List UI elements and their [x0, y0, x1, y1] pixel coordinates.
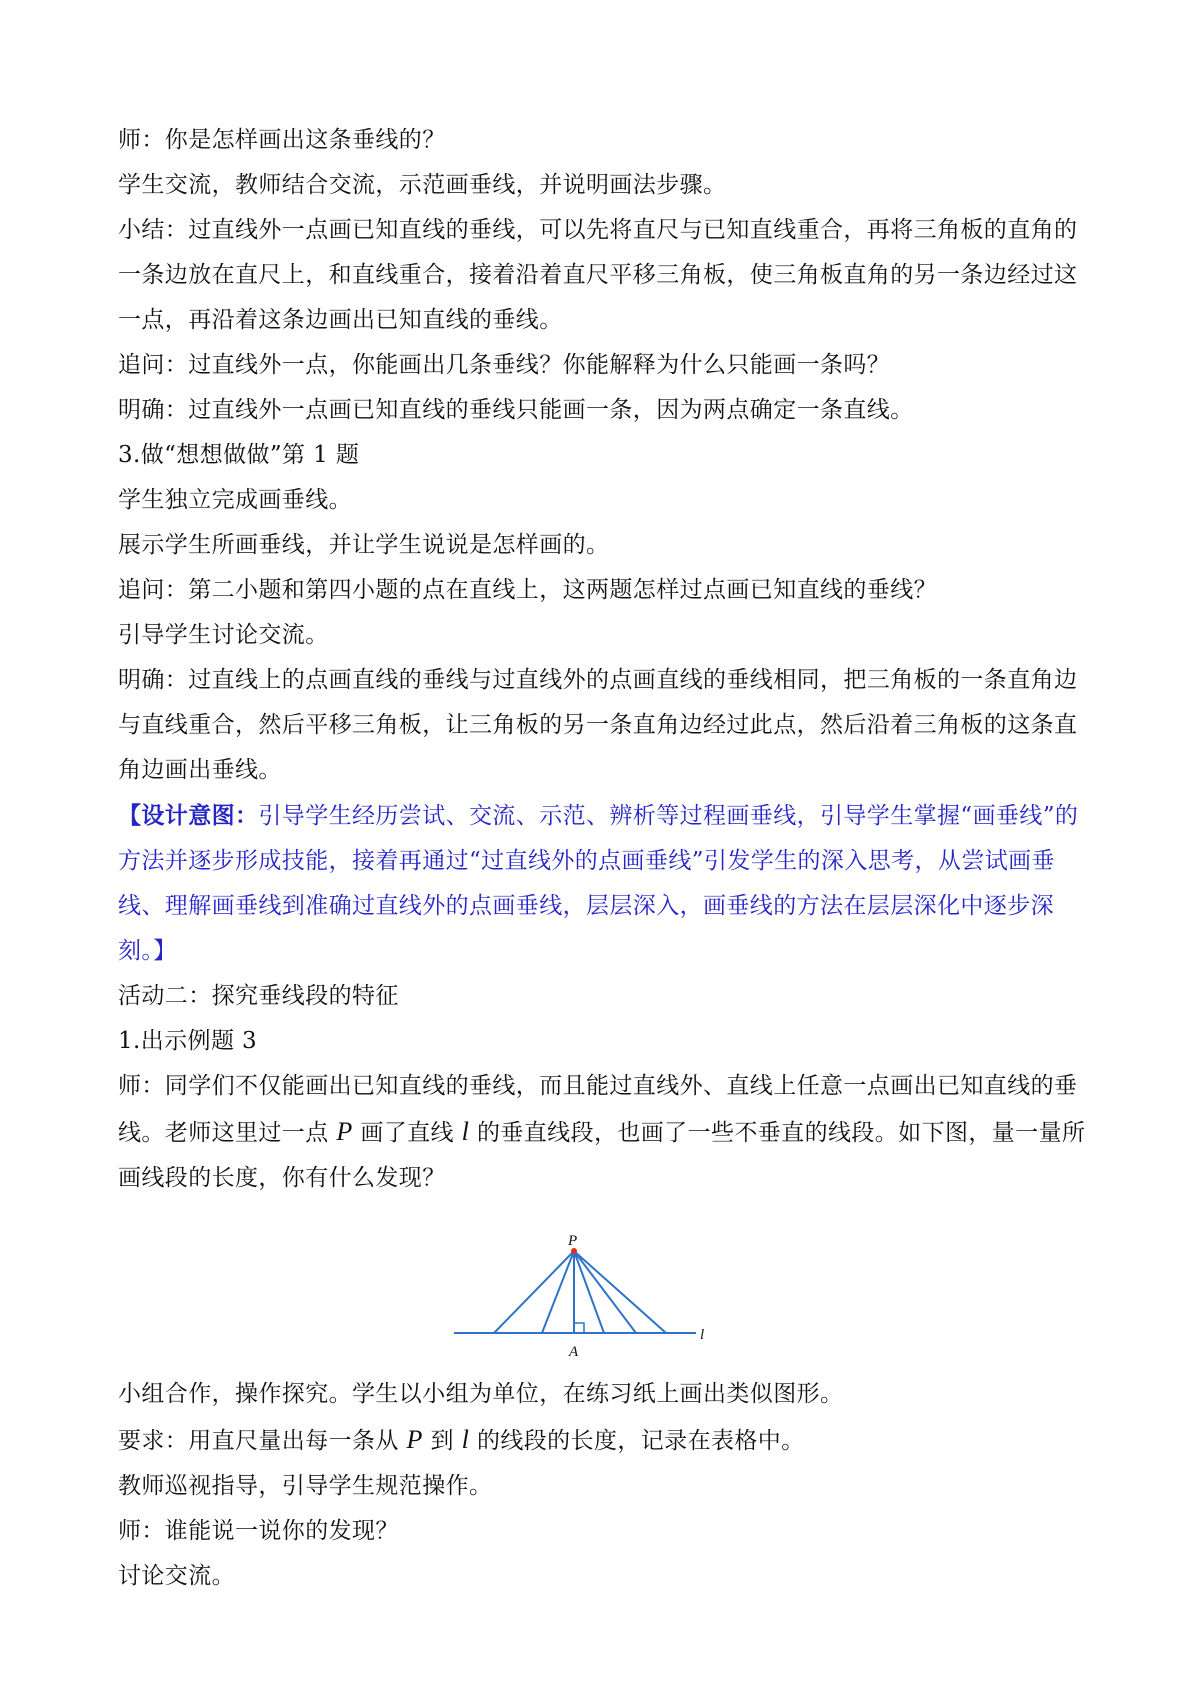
paragraph-follow-up-1: 追问：过直线外一点，你能画出几条垂线？你能解释为什么只能画一条吗？	[118, 352, 891, 378]
paragraph-group-work: 小组合作，操作探究。学生以小组为单位，在练习纸上画出类似图形。	[118, 1381, 844, 1407]
segment-p-4	[574, 1251, 636, 1333]
figure-diagram	[454, 1211, 854, 1366]
text-segment: 师：同学们不仅能画出已知直线的垂线，而且能过直线外、直线上任意一点画出已知直线的垂线。老师这里过一点	[118, 1073, 1078, 1146]
paragraph-teacher-question: 师：你是怎样画出这条垂线的？	[118, 127, 446, 153]
segment-p-1	[494, 1251, 574, 1333]
paragraph-teacher-ask: 师：谁能说一说你的发现？	[118, 1518, 399, 1544]
paragraph-discussion: 讨论交流。	[118, 1563, 235, 1589]
paragraph-follow-up-2: 追问：第二小题和第四小题的点在直线上，这两题怎样过点画已知直线的垂线？	[118, 577, 937, 603]
text-segment: 的垂直线段，也画了一些不垂直的线段。如下图，量一量所画线段的长度，你有什么发现？	[118, 1120, 1086, 1191]
paragraph-student-exchange: 学生交流，教师结合交流，示范画垂线，并说明画法步骤。	[118, 172, 727, 198]
paragraph-requirement	[118, 1417, 1098, 1464]
text-segment: 画了直线	[352, 1120, 462, 1146]
paragraph-guide-discussion: 引导学生讨论交流。	[118, 622, 329, 648]
text-segment: 的线段的长度，记录在表格中。	[469, 1428, 805, 1454]
paragraph-clarify-2: 明确：过直线上的点画直线的垂线与过直线外的点画直线的垂线相同，把三角板的一条直角边与直线重合，然后平移三角板，让三角板的另一条直角边经过此点，然后沿着三角板的这条直角边画出垂线。	[118, 667, 1078, 783]
math-var-P: P	[406, 1425, 423, 1454]
math-var-P: P	[336, 1117, 353, 1146]
document-body	[118, 118, 1098, 1599]
paragraph-summary: 小结：过直线外一点画已知直线的垂线，可以先将直尺与已知直线重合，再将三角板的直角的一条边放在直尺上，和直线重合，接着沿着直尺平移三角板，使三角板直角的另一条边经过这一点，再沿着这条边画出已知直线的垂线。	[118, 217, 1078, 333]
paragraph-show-work: 展示学生所画垂线，并让学生说说是怎样画的。	[118, 532, 610, 558]
segment-p-2	[542, 1251, 574, 1333]
paragraph-activity-two: 活动二：探究垂线段的特征	[118, 983, 399, 1009]
label-A: A	[569, 1344, 579, 1360]
text-segment: 到	[422, 1428, 462, 1454]
text-segment: 要求：用直尺量出每一条从	[118, 1428, 407, 1454]
paragraph-independent-work: 学生独立完成画垂线。	[118, 487, 352, 513]
label-l: l	[700, 1327, 705, 1343]
design-intent-heading: 【设计意图：	[118, 802, 259, 829]
paragraph-teacher-guidance: 教师巡视指导，引导学生规范操作。	[118, 1473, 493, 1499]
paragraph-teacher-explain	[118, 1064, 1098, 1201]
paragraph-clarify-1: 明确：过直线外一点画已知直线的垂线只能画一条，因为两点确定一条直线。	[118, 397, 914, 423]
paragraph-example-3: 1.出示例题 3	[118, 1028, 258, 1054]
design-intent-body: 引导学生经历尝试、交流、示范、辨析等过程画垂线，引导学生掌握“画垂线”的方法并逐步形成技能，接着再通过“过直线外的点画垂线”引发学生的深入思考，从尝试画垂线、理解画垂线到准确过直线外的点画垂线，层层深入，画垂线的方法在层层深化中逐步深刻。】	[118, 803, 1079, 964]
perpendicular-segments-figure	[118, 1211, 1098, 1366]
math-var-l: l	[461, 1425, 470, 1454]
segment-p-5	[574, 1251, 666, 1333]
right-angle-mark	[574, 1323, 584, 1333]
math-var-l: l	[461, 1117, 470, 1146]
label-P: P	[568, 1233, 578, 1249]
paragraph-exercise-3: 3.做“想想做做”第 1 题	[118, 442, 360, 468]
design-intent-note	[118, 793, 1098, 974]
